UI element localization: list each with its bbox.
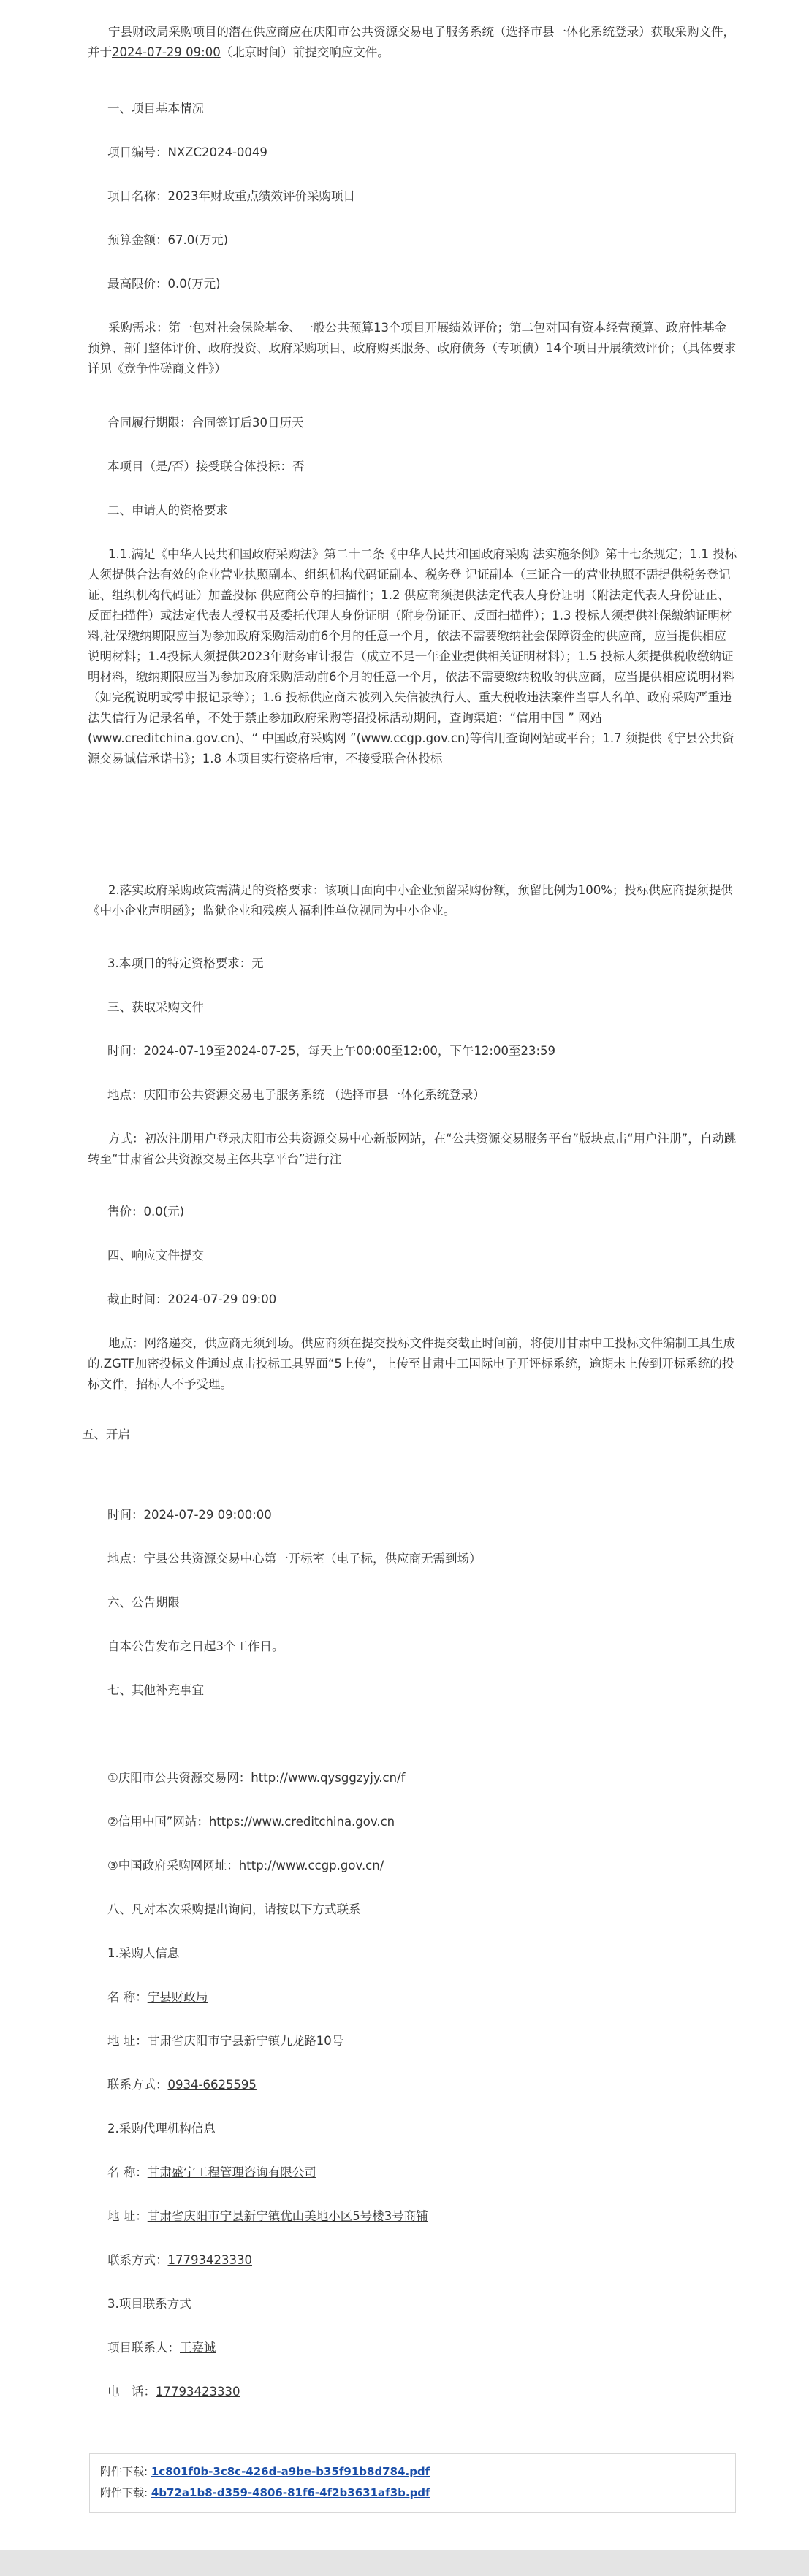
link-ccgp[interactable]: ③中国政府采购网网址：http://www.ccgp.gov.cn/ [107,1859,384,1872]
footer-band [0,2550,809,2576]
obtain-method: 方式：初次注册用户登录庆阳市公共资源交易中心新版网站，在“公共资源交易服务平台”版块点击“用户注册”，自动跳转至“甘肃省公共资源交易主体共享平台”进行注 [88,1132,737,1166]
attachments-box [89,2453,736,2513]
label: 地 址： [107,2034,148,2048]
project-name: 项目名称：2023年财政重点绩效评价采购项目 [107,189,355,203]
intro-paragraph [88,22,738,63]
project-phone: 17793423330 [156,2385,240,2398]
intro-text-3: （北京时间）前提交响应文件。 [220,45,390,59]
daily-text: ，每天上午 [295,1044,357,1058]
specific-requirements: 3.本项目的特定资格要求：无 [107,956,264,970]
buyer-address-row [107,2031,758,2051]
section-heading-5: 五、开启 [82,1428,130,1441]
label: 名 称： [107,2165,148,2179]
intro-text: 采购项目的潜在供应商应在 [168,25,314,39]
submission-place: 地点：网络递交，供应商无须到场。供应商须在提交投标文件提交截止时间前，将使用甘肃中工投标文件编制工具生成的.ZGTF加密投标文件通过点击投标工具界面“5上传”，上传至甘肃中工国际电子开评标系统，逾期未上传到开标系统的投标文件，招标人不予受理。 [88,1336,735,1391]
qualification-requirements: 1.1.满足《中华人民共和国政府采购法》第二十二条《中华人民共和国政府采购 法实施条例》第十七条规定；1.1 投标人须提供合法有效的企业营业执照副本、组织机构代码证副本、税务登 记证副本（三证合一的营业执照不需提供税务登记证、组织机构代码证）加盖投标 供应商公章的扫描件；1.2 供应商须提供法定代表人身份证明（附法定代表人身份证正、反面扫描件）或法定代表人授权书及委托代理人身份证明（附身份证正、反面扫描件）；1.3 投标人须提供社保缴纳证明材料,社保缴纳期限应当为参加政府采购活动前6个月的任意一个月，依法不需要缴纳社会保障资金的供应商，应当提供相应说明材料；1.4投标人须提供2023年财务审计报告（成立不足一年企业提供相关证明材料）；1.5 投标人须提供税收缴纳证明材料，缴纳期限应当为参加政府采购活动前6个月的任意一个月，依法不需要缴纳税收的供应商，应当提供相应说明材料（如完税说明或零申报记录等）；1.6 投标供应商未被列入失信被执行人、重大税收违法案件当事人名单、政府采购严重违法失信行为记录名单，不处于禁止参加政府采购等招投标活动期间，查询渠道：“信用中国 ” 网站(www.creditchina.gov.cn)、“ 中国政府采购网 ”(www.ccgp.gov.cn)等信用查询网站或平台；1.7 须提供《宁县公共资源交易诚信承诺书》；1.8 本项目实行资格后审，不接受联合体投标 [88,547,737,766]
contract-period: 合同履行期限：合同签订后30日历天 [107,416,304,430]
time-label: 时间： [107,1044,144,1058]
notice-period: 自本公告发布之日起3个工作日。 [107,1639,284,1653]
buyer-info-title: 1.采购人信息 [107,1946,180,1960]
section-heading-8: 八、凡对本次采购提出询问，请按以下方式联系 [107,1902,361,1916]
procurement-demand: 采购需求：第一包对社会保险基金、一般公共预算13个项目开展绩效评价；第二包对国有资本经营预算、政府性基金预算、部门整体评价、政府投资、政府采购项目、政府购买服务、政府债务（专项债）14个项目开展绩效评价；（具体要求详见《竞争性磋商文件》） [88,321,737,376]
obtain-time [107,1041,758,1062]
section-heading-1: 一、项目基本情况 [107,102,204,115]
max-price: 最高限价：0.0(万元) [107,277,221,291]
intro-text-2: 获取采购文件，并于 [88,25,735,59]
system-note[interactable]: （选择市县一体化系统登录） [494,25,651,39]
attachment-link-2[interactable]: 4b72a1b8-d359-4806-81f6-4f2b3631af3b.pdf [151,2486,430,2499]
agency-name-row [107,2162,758,2183]
budget-amount: 预算金额：67.0(万元) [107,233,229,247]
opening-place: 地点：宁县公共资源交易中心第一开标室（电子标，供应商无需到场） [107,1552,482,1566]
pm-start: 12:00 [474,1044,509,1058]
agency-phone: 17793423330 [167,2253,252,2267]
project-number: 项目编号：NXZC2024-0049 [107,145,267,159]
obtain-place: 地点：庆阳市公共资源交易电子服务系统 （选择市县一体化系统登录） [107,1088,485,1102]
attachment-link-1[interactable]: 1c801f0b-3c8c-426d-a9be-b35f91b8d784.pdf [151,2465,430,2478]
section-heading-2: 二、申请人的资格要求 [107,503,228,517]
buyer-contact-row [107,2075,758,2095]
to-text-3: 至 [508,1044,521,1058]
pm-text: ，下午 [437,1044,474,1058]
opening-time: 时间：2024-07-29 09:00:00 [107,1508,272,1522]
deadline-date: 2024-07-29 09:00 [112,45,221,59]
buyer-phone: 0934-6625595 [167,2078,257,2092]
section-heading-4: 四、响应文件提交 [107,1249,204,1262]
attachment-row [100,2482,725,2504]
consortium-note: 本项目（是/否）接受联合体投标：否 [107,460,305,473]
project-person-row [107,2338,758,2358]
link-qysggzyjy[interactable]: ①庆阳市公共资源交易网：http://www.qysggzyjy.cn/f [107,1771,406,1785]
section-heading-3: 三、获取采购文件 [107,1000,204,1014]
buyer-name: 宁县财政局 [147,1990,208,2004]
label: 名 称： [107,1990,148,2004]
agency-address: 甘肃省庆阳市宁县新宁镇优山美地小区5号楼3号商铺 [147,2209,428,2223]
policy-requirements: 2.落实政府采购政策需满足的资格要求：该项目面向中小企业预留采购份额，预留比例为100%；投标供应商提须提供《中小企业声明函》；监狱企业和残疾人福利性单位视同为中小企业。 [88,883,733,918]
section-heading-7: 七、其他补充事宜 [107,1683,204,1697]
link-creditchina[interactable]: ②信用中国”网站：https://www.creditchina.gov.cn [107,1815,395,1829]
label: 联系方式： [107,2253,168,2267]
agency-address-row [107,2206,758,2227]
project-contact-title: 3.项目联系方式 [107,2297,191,2311]
buyer-address: 甘肃省庆阳市宁县新宁镇九龙路10号 [147,2034,344,2048]
attachment-row [100,2461,725,2482]
buyer-name-row [107,1987,758,2008]
project-phone-row [107,2382,758,2402]
submission-deadline: 截止时间：2024-07-29 09:00 [107,1292,277,1306]
end-date: 2024-07-25 [225,1044,296,1058]
label: 地 址： [107,2209,148,2223]
am-end: 12:00 [403,1044,438,1058]
am-start: 00:00 [356,1044,391,1058]
buyer-link[interactable]: 宁县财政局 [108,25,169,39]
label: 电 话： [107,2385,156,2398]
to-text: 至 [213,1044,226,1058]
label: 联系方式： [107,2078,168,2092]
system-link[interactable]: 庆阳市公共资源交易电子服务系统 [313,25,494,39]
section-heading-6: 六、公告期限 [107,1596,180,1609]
start-date: 2024-07-19 [143,1044,214,1058]
document-price: 售价：0.0(元) [107,1205,185,1219]
to-text-2: 至 [390,1044,403,1058]
label: 项目联系人： [107,2341,180,2355]
project-person: 王嘉诚 [180,2341,216,2355]
agency-info-title: 2.采购代理机构信息 [107,2122,216,2135]
agency-contact-row [107,2250,758,2271]
pm-end: 23:59 [520,1044,556,1058]
attachment-label: 附件下载: [100,2486,148,2499]
agency-name: 甘肃盛宁工程管理咨询有限公司 [147,2165,316,2179]
attachment-label: 附件下载: [100,2465,148,2478]
